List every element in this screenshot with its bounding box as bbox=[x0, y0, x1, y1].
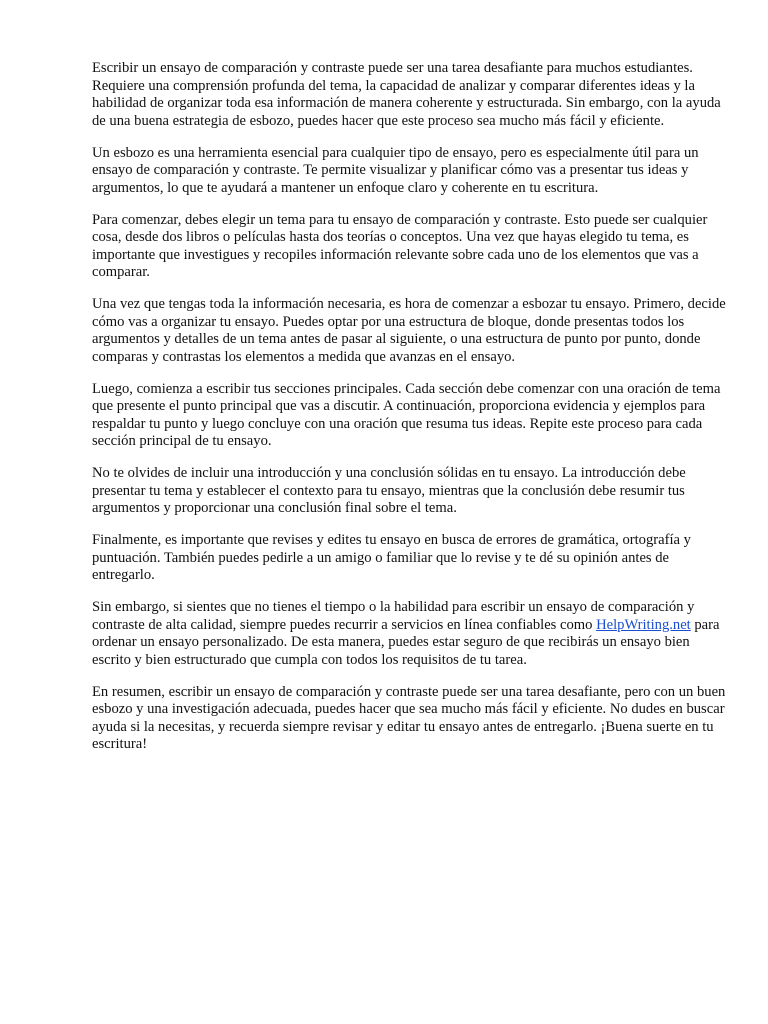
paragraph-servicio-before: Sin embargo, si sientes que no tienes el tiempo o la habilidad para escribir un ensayo de comparación y contraste de alta calidad, siempre puedes recurrir a servicios en línea confiables como bbox=[92, 599, 695, 633]
paragraph-secciones: Luego, comienza a escribir tus secciones principales. Cada sección debe comenzar con una oración de tema que presente el punto principal que vas a discutir. A continuación, proporciona evidencia y ejemplos para respaldar tu punto y luego concluye con una oración que resuma tus ideas. Repite este proceso para cada sección principal de tu ensayo. bbox=[92, 380, 721, 449]
document-body bbox=[92, 60, 732, 768]
paragraph-intro: Escribir un ensayo de comparación y contraste puede ser una tarea desafiante para muchos estudiantes. Requiere una comprensión profunda del tema, la capacidad de analizar y comparar diferentes ideas y la habilidad de organizar toda esa información de manera coherente y estructurada. Sin embargo, con la ayuda de una buena estrategia de esbozo, puedes hacer que este proceso sea mucho más fácil y eficiente. bbox=[92, 60, 721, 129]
paragraph-organizar: Una vez que tengas toda la información necesaria, es hora de comenzar a esbozar tu ensayo. Primero, decide cómo vas a organizar tu ensayo. Puedes optar por una estructura de bloque, donde presentas todos los argumentos y detalles de un tema antes de pasar al siguiente, o una estructura de punto por punto, donde comparas y contrastas los elementos a medida que avanzas en el ensayo. bbox=[92, 296, 726, 365]
paragraph-introduccion-conclusion: No te olvides de incluir una introducción y una conclusión sólidas en tu ensayo. La introducción debe presentar tu tema y establecer el contexto para tu ensayo, mientras que la conclusión debe resumir tus argumentos y proporcionar una conclusión final sobre el tema. bbox=[92, 465, 686, 516]
paragraph-servicio bbox=[92, 599, 732, 669]
paragraph-tema: Para comenzar, debes elegir un tema para tu ensayo de comparación y contraste. Esto puede ser cualquier cosa, desde dos libros o películas hasta dos teorías o conceptos. Una vez que hayas elegido tu tema, es importante que investigues y recopiles información relevante sobre cada uno de los elementos que vas a comparar. bbox=[92, 211, 708, 280]
paragraph-resumen: En resumen, escribir un ensayo de comparación y contraste puede ser una tarea desafiante, pero con un buen esbozo y una investigación adecuada, puedes hacer que sea mucho más fácil y eficiente. No dudes en buscar ayuda si la necesitas, y recuerda siempre revisar y editar tu ensayo antes de entregarlo. ¡Buena suerte en tu escritura! bbox=[92, 683, 726, 752]
paragraph-servicio-after: para ordenar un ensayo personalizado. De esta manera, puedes estar seguro de que recibirás un ensayo bien escrito y bien estructurado que cumpla con todos los requisitos de tu tarea. bbox=[92, 616, 720, 668]
paragraph-revision: Finalmente, es importante que revises y edites tu ensayo en busca de errores de gramática, ortografía y puntuación. También puedes pedirle a un amigo o familiar que lo revise y te dé su opinión antes de entregarlo. bbox=[92, 532, 691, 583]
paragraph-esbozo: Un esbozo es una herramienta esencial para cualquier tipo de ensayo, pero es especialmente útil para un ensayo de comparación y contraste. Te permite visualizar y planificar cómo vas a presentar tus ideas y argumentos, lo que te ayudará a mantener un enfoque claro y coherente en tu escritura. bbox=[92, 144, 699, 196]
helpwriting-link[interactable]: HelpWriting.net bbox=[596, 616, 691, 633]
